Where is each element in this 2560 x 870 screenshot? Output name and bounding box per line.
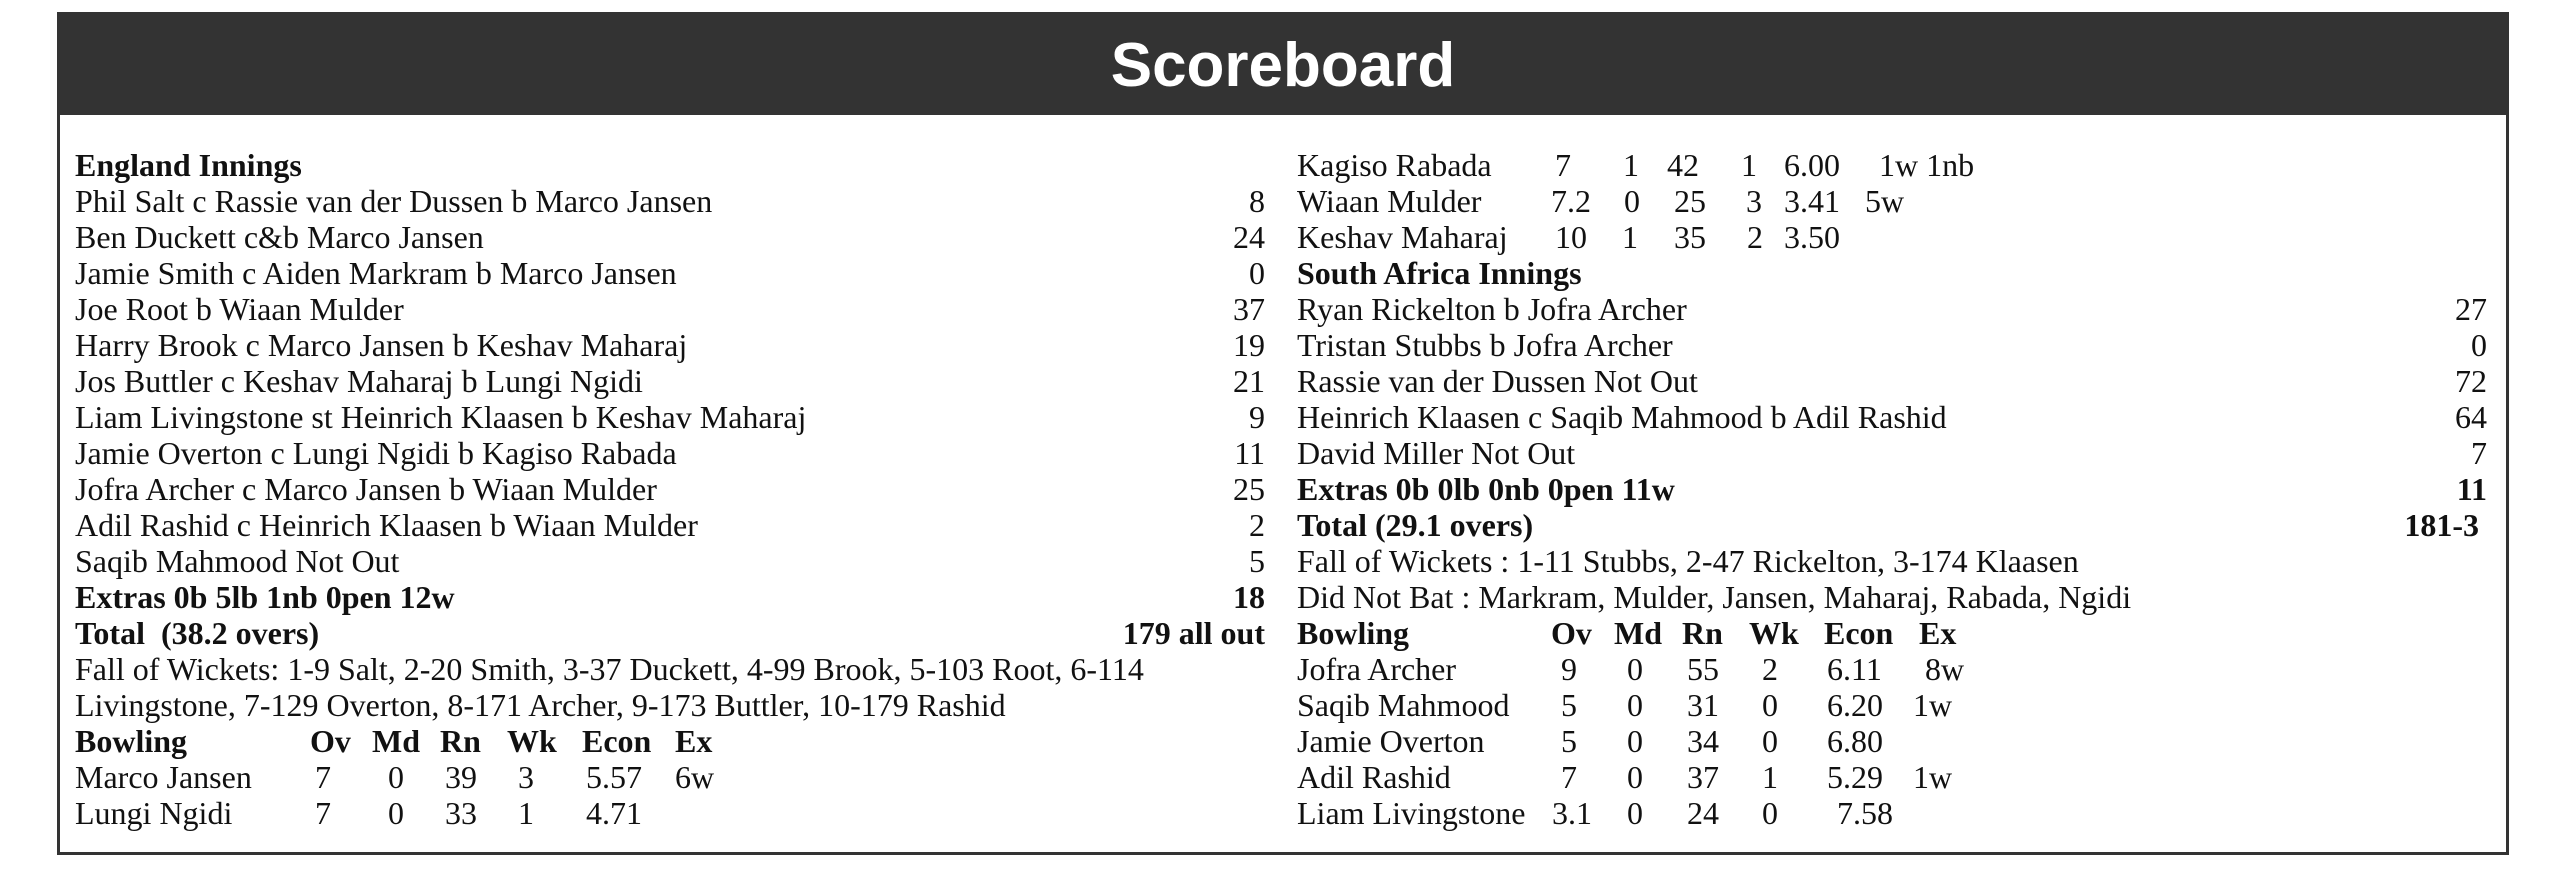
bowler-economy: 3.41 <box>1784 183 1840 219</box>
runs-header: Rn <box>1682 615 1723 651</box>
wickets-header: Wk <box>507 723 557 759</box>
south-africa-extras-row <box>1297 471 2487 507</box>
total-label: Total (38.2 overs) <box>75 615 320 651</box>
bowler-runs: 55 <box>1687 651 1719 687</box>
batter-runs: 11 <box>1234 435 1265 471</box>
batter-runs: 7 <box>2471 435 2487 471</box>
bowler-name: Adil Rashid <box>1297 759 1451 795</box>
bowling-row <box>1297 651 2487 687</box>
batter-name: Tristan Stubbs b Jofra Archer <box>1297 327 1673 363</box>
batter-name: Jos Buttler c Keshav Maharaj b Lungi Ngidi <box>75 363 643 399</box>
maidens-header: Md <box>1614 615 1662 651</box>
bowler-runs: 37 <box>1687 759 1719 795</box>
batter-runs: 21 <box>1233 363 1265 399</box>
bowler-wickets: 1 <box>1762 759 1778 795</box>
batting-row <box>75 543 1265 579</box>
wickets-header: Wk <box>1749 615 1799 651</box>
bowler-maidens: 0 <box>1627 651 1643 687</box>
england-fall-of-wickets-line-2: Livingstone, 7-129 Overton, 8-171 Archer, 9-173 Buttler, 10-179 Rashid <box>75 687 1006 723</box>
england-total-row <box>75 615 1265 651</box>
bowling-row <box>75 795 1265 831</box>
batter-name: David Miller Not Out <box>1297 435 1576 471</box>
bowler-overs: 7 <box>315 795 331 831</box>
bowler-maidens: 0 <box>1627 795 1643 831</box>
bowler-wickets: 1 <box>518 795 534 831</box>
maidens-header: Md <box>372 723 420 759</box>
bowler-runs: 39 <box>445 759 477 795</box>
england-innings-heading: England Innings <box>75 147 302 183</box>
batting-row <box>75 291 1265 327</box>
batting-row <box>1297 291 2487 327</box>
bowler-extras: 5w <box>1865 183 1905 219</box>
england-fall-of-wickets-line-1: Fall of Wickets: 1-9 Salt, 2-20 Smith, 3-37 Duckett, 4-99 Brook, 5-103 Root, 6-114 <box>75 651 1144 687</box>
bowler-wickets: 3 <box>518 759 534 795</box>
batting-row <box>75 255 1265 291</box>
bowler-wickets: 0 <box>1762 723 1778 759</box>
bowler-maidens: 0 <box>388 759 404 795</box>
south-africa-bowling-header <box>1297 615 2487 651</box>
bowler-name: Marco Jansen <box>75 759 252 795</box>
bowler-economy: 6.11 <box>1827 651 1882 687</box>
batter-runs: 72 <box>2455 363 2487 399</box>
bowler-wickets: 3 <box>1746 183 1762 219</box>
batter-name: Jamie Smith c Aiden Markram b Marco Jansen <box>75 255 677 291</box>
bowler-extras: 1w <box>1913 759 1953 795</box>
economy-header: Econ <box>582 723 652 759</box>
extras-header: Ex <box>675 723 713 759</box>
scoreboard-panel <box>57 12 2509 855</box>
batter-name: Jamie Overton c Lungi Ngidi b Kagiso Rabada <box>75 435 677 471</box>
bowler-name: Wiaan Mulder <box>1297 183 1482 219</box>
bowler-economy: 5.29 <box>1827 759 1883 795</box>
england-extras-row <box>75 579 1265 615</box>
south-africa-total-row <box>1297 507 2487 543</box>
bowler-wickets: 2 <box>1747 219 1763 255</box>
bowler-economy: 7.58 <box>1837 795 1893 831</box>
bowler-overs: 7 <box>315 759 331 795</box>
bowling-row <box>1297 795 2487 831</box>
bowler-overs: 3.1 <box>1552 795 1592 831</box>
bowler-name: Saqib Mahmood <box>1297 687 1510 723</box>
bowler-runs: 25 <box>1674 183 1706 219</box>
bowler-maidens: 0 <box>1627 759 1643 795</box>
runs-header: Rn <box>440 723 481 759</box>
south-africa-fall-of-wickets: Fall of Wickets : 1-11 Stubbs, 2-47 Rickelton, 3-174 Klaasen <box>1297 543 2079 579</box>
batter-name: Rassie van der Dussen Not Out <box>1297 363 1698 399</box>
bowler-economy: 6.80 <box>1827 723 1883 759</box>
bowler-overs: 5 <box>1561 687 1577 723</box>
extras-value: 11 <box>2456 471 2487 507</box>
scoreboard-title: Scoreboard <box>60 15 2506 115</box>
bowler-runs: 34 <box>1687 723 1719 759</box>
bowler-maidens: 1 <box>1622 219 1638 255</box>
bowling-row <box>1297 687 2487 723</box>
extras-header: Ex <box>1919 615 1957 651</box>
batter-name: Saqib Mahmood Not Out <box>75 543 400 579</box>
bowler-maidens: 0 <box>1627 687 1643 723</box>
batter-runs: 0 <box>1249 255 1265 291</box>
batting-row <box>1297 327 2487 363</box>
bowler-overs: 7 <box>1561 759 1577 795</box>
bowler-economy: 6.00 <box>1784 147 1840 183</box>
extras-label: Extras 0b 5lb 1nb 0pen 12w <box>75 579 455 615</box>
batter-runs: 27 <box>2455 291 2487 327</box>
bowling-row <box>1297 723 2487 759</box>
total-value: 181-3 <box>2404 507 2479 543</box>
economy-header: Econ <box>1824 615 1894 651</box>
bowler-economy: 6.20 <box>1827 687 1883 723</box>
bowler-extras: 6w <box>675 759 715 795</box>
batting-row <box>75 435 1265 471</box>
bowler-name: Lungi Ngidi <box>75 795 233 831</box>
batter-runs: 24 <box>1233 219 1265 255</box>
bowler-maidens: 0 <box>1624 183 1640 219</box>
bowler-runs: 33 <box>445 795 477 831</box>
total-label: Total (29.1 overs) <box>1297 507 1534 543</box>
extras-value: 18 <box>1233 579 1265 615</box>
batter-runs: 9 <box>1249 399 1265 435</box>
batting-row <box>75 471 1265 507</box>
left-column <box>75 147 1265 831</box>
extras-label: Extras 0b 0lb 0nb 0pen 11w <box>1297 471 1675 507</box>
total-value: 179 all out <box>1122 615 1265 651</box>
batter-name: Jofra Archer c Marco Jansen b Wiaan Mulder <box>75 471 657 507</box>
bowling-row <box>1297 147 2487 183</box>
batting-row <box>75 219 1265 255</box>
bowler-runs: 24 <box>1687 795 1719 831</box>
bowler-runs: 42 <box>1667 147 1699 183</box>
bowler-name: Liam Livingstone <box>1297 795 1526 831</box>
batter-name: Harry Brook c Marco Jansen b Keshav Maharaj <box>75 327 688 363</box>
bowler-wickets: 1 <box>1741 147 1757 183</box>
bowler-overs: 5 <box>1561 723 1577 759</box>
batter-runs: 5 <box>1249 543 1265 579</box>
bowler-overs: 10 <box>1555 219 1587 255</box>
bowler-name: Jofra Archer <box>1297 651 1457 687</box>
bowling-row <box>1297 183 2487 219</box>
bowler-runs: 35 <box>1674 219 1706 255</box>
batter-runs: 37 <box>1233 291 1265 327</box>
right-column <box>1297 147 2487 831</box>
bowler-extras: 8w <box>1925 651 1965 687</box>
bowler-name: Jamie Overton <box>1297 723 1485 759</box>
batter-name: Heinrich Klaasen c Saqib Mahmood b Adil Rashid <box>1297 399 1947 435</box>
batting-row <box>75 399 1265 435</box>
bowling-header-label: Bowling <box>75 723 188 759</box>
bowler-wickets: 2 <box>1762 651 1778 687</box>
batting-row <box>1297 435 2487 471</box>
batter-runs: 8 <box>1249 183 1265 219</box>
batting-row <box>75 363 1265 399</box>
batting-row <box>1297 363 2487 399</box>
south-africa-innings-heading: South Africa Innings <box>1297 255 1582 291</box>
batter-runs: 25 <box>1233 471 1265 507</box>
overs-header: Ov <box>1551 615 1592 651</box>
batting-row <box>75 183 1265 219</box>
bowling-row <box>75 759 1265 795</box>
bowling-row <box>1297 759 2487 795</box>
batter-name: Ben Duckett c&b Marco Jansen <box>75 219 484 255</box>
batting-row <box>75 327 1265 363</box>
batter-name: Liam Livingstone st Heinrich Klaasen b Keshav Maharaj <box>75 399 807 435</box>
batter-name: Adil Rashid c Heinrich Klaasen b Wiaan Mulder <box>75 507 698 543</box>
batter-runs: 0 <box>2471 327 2487 363</box>
batter-runs: 19 <box>1233 327 1265 363</box>
bowler-wickets: 0 <box>1762 687 1778 723</box>
bowler-economy: 3.50 <box>1784 219 1840 255</box>
batter-name: Ryan Rickelton b Jofra Archer <box>1297 291 1687 327</box>
batter-name: Joe Root b Wiaan Mulder <box>75 291 404 327</box>
overs-header: Ov <box>310 723 351 759</box>
bowler-extras: 1w 1nb <box>1879 147 1975 183</box>
bowler-runs: 31 <box>1687 687 1719 723</box>
batting-row <box>1297 399 2487 435</box>
batter-name: Phil Salt c Rassie van der Dussen b Marco Jansen <box>75 183 713 219</box>
bowler-overs: 9 <box>1561 651 1577 687</box>
did-not-bat-line: Did Not Bat : Markram, Mulder, Jansen, Maharaj, Rabada, Ngidi <box>1297 579 2132 615</box>
bowler-name: Keshav Maharaj <box>1297 219 1508 255</box>
bowling-row <box>1297 219 2487 255</box>
bowler-economy: 5.57 <box>586 759 642 795</box>
england-bowling-header <box>75 723 1265 759</box>
bowler-overs: 7.2 <box>1551 183 1591 219</box>
bowler-maidens: 0 <box>1627 723 1643 759</box>
bowler-economy: 4.71 <box>586 795 642 831</box>
bowler-maidens: 1 <box>1623 147 1639 183</box>
bowler-extras: 1w <box>1913 687 1953 723</box>
batter-runs: 2 <box>1249 507 1265 543</box>
bowling-header-label: Bowling <box>1297 615 1410 651</box>
bowler-name: Kagiso Rabada <box>1297 147 1492 183</box>
batter-runs: 64 <box>2455 399 2487 435</box>
bowler-maidens: 0 <box>388 795 404 831</box>
batting-row <box>75 507 1265 543</box>
bowler-overs: 7 <box>1555 147 1571 183</box>
bowler-wickets: 0 <box>1762 795 1778 831</box>
